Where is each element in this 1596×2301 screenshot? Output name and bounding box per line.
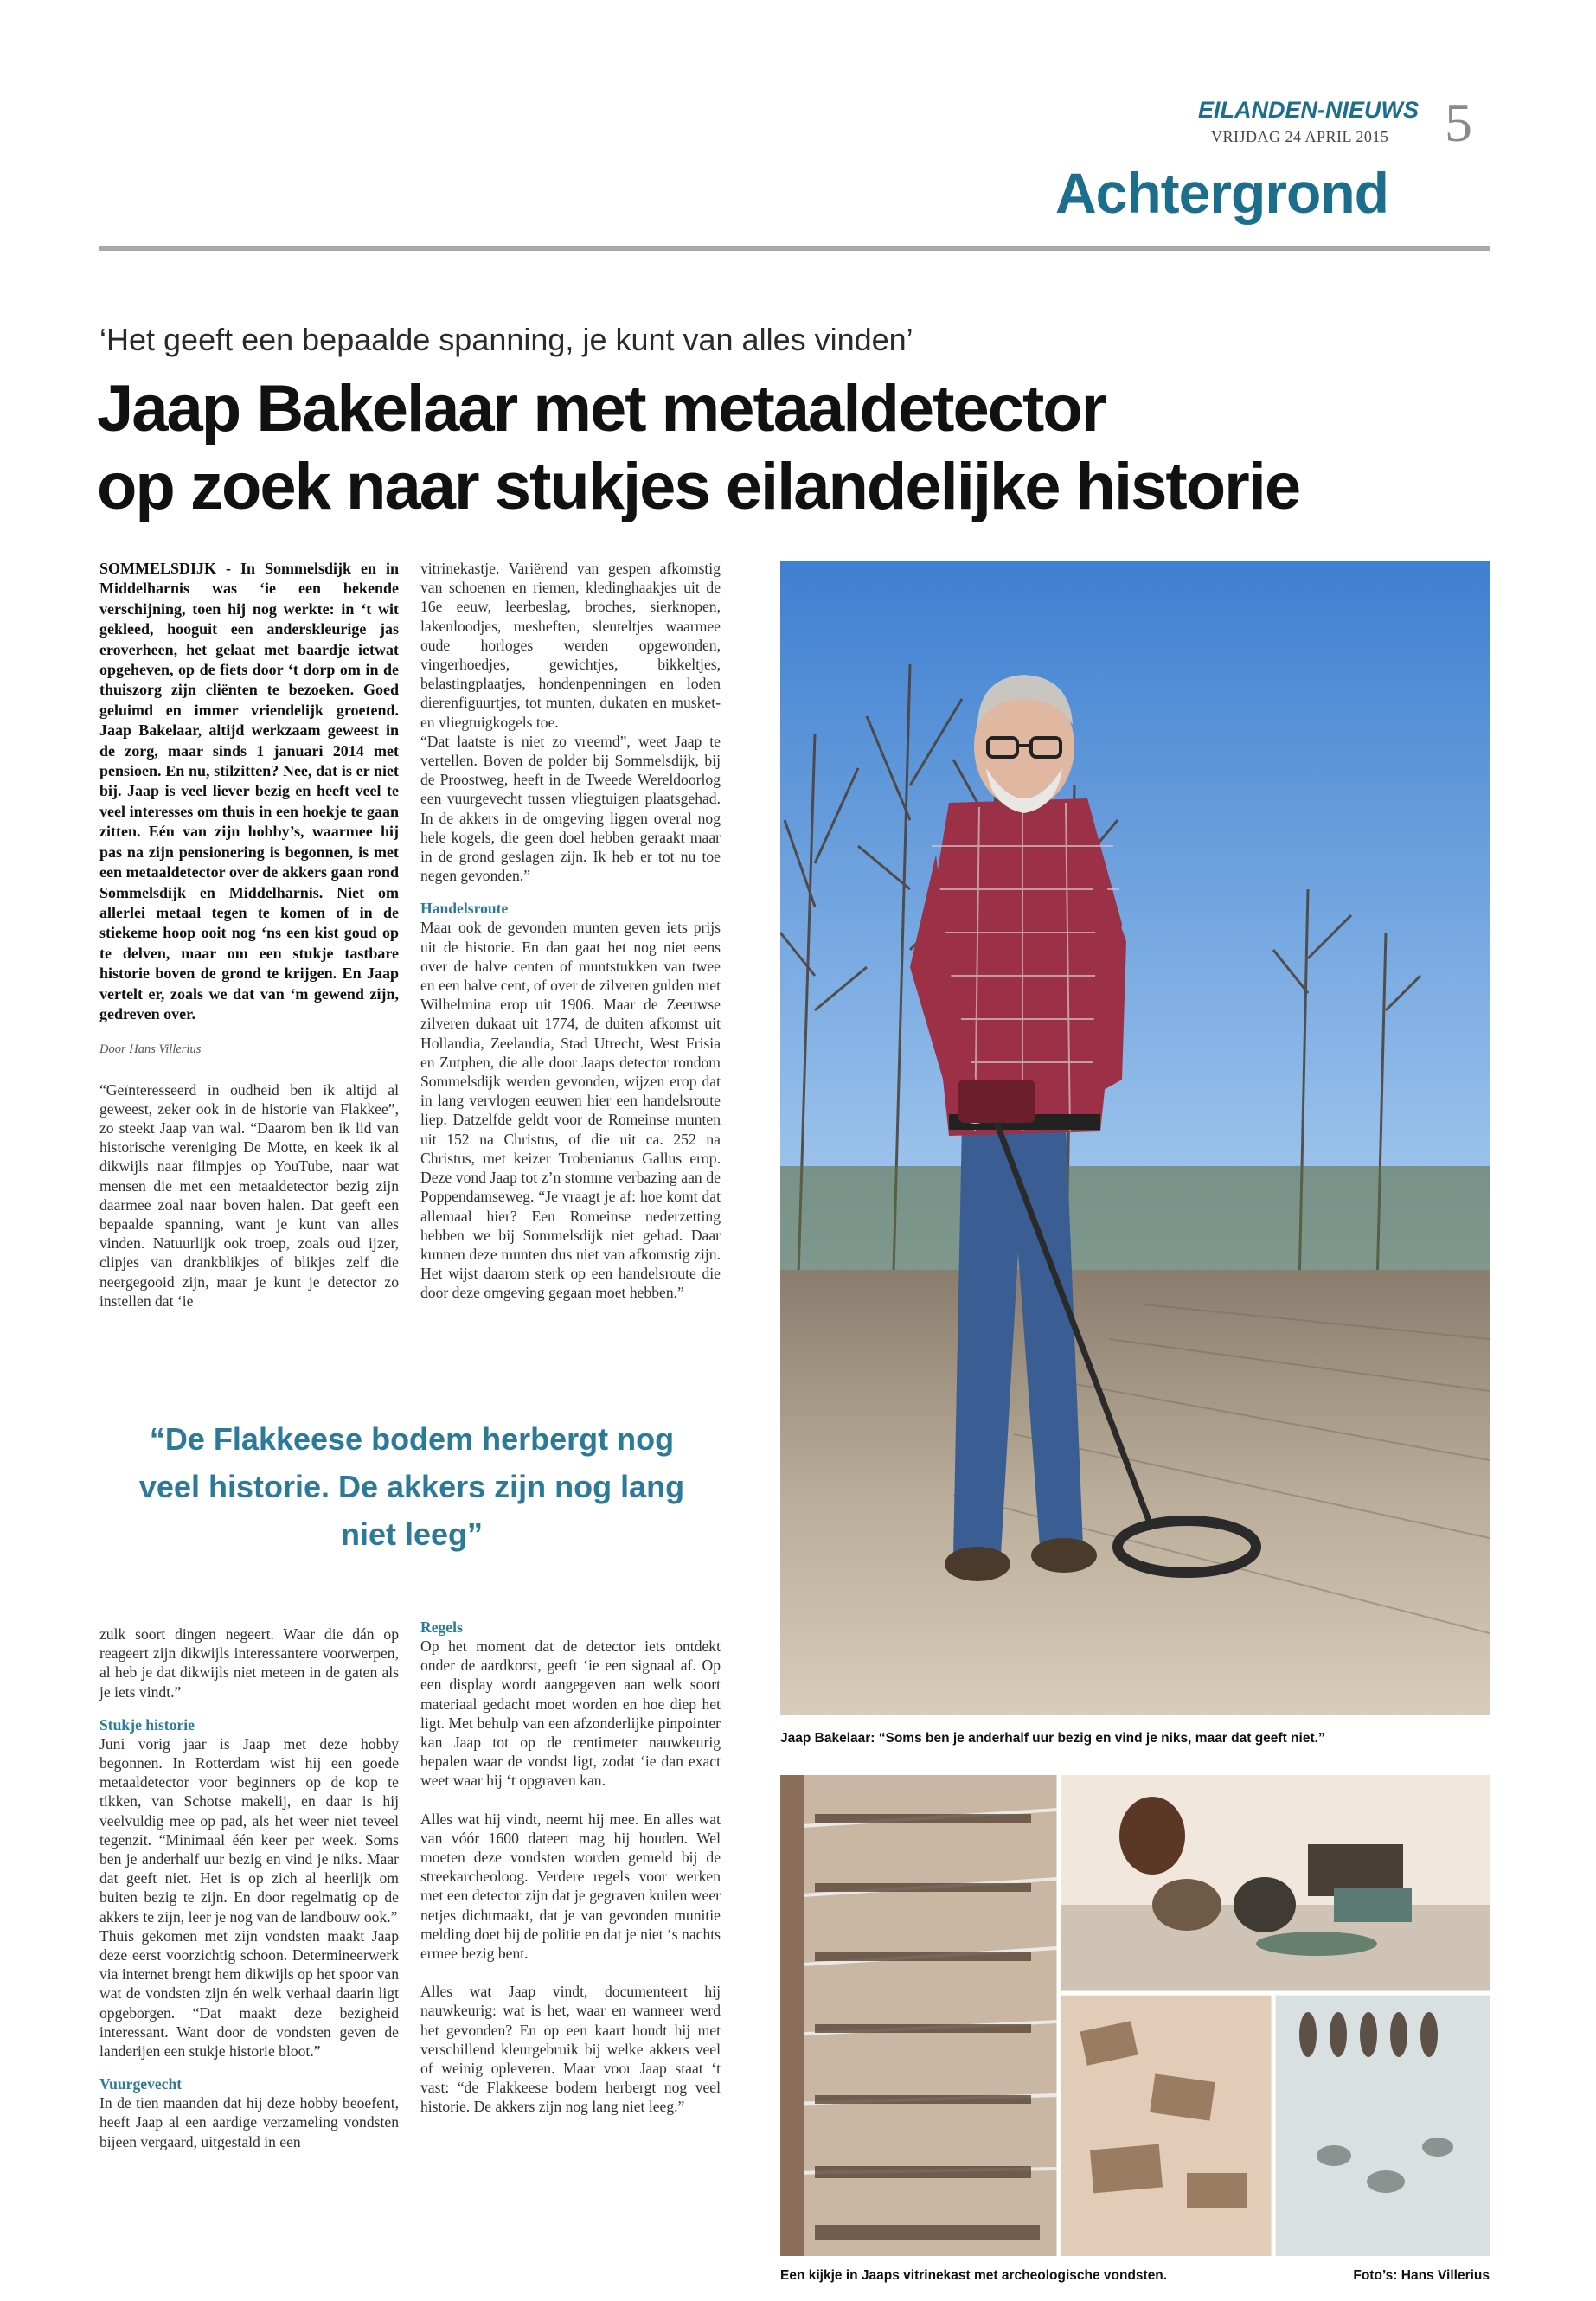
main-photo [780,561,1490,1715]
body-paragraph: Thuis gekomen met zijn vondsten maakt Jaap deze eerst voorzichtig schoon. Determineerwerk via internet brengt hem dikwijls op het spoor van wat de vondsten zijn én welk verhaal daarin ligt opgeborgen. “Dat maakt deze bezigheid interessant. Want door de vondsten geven de landerijen een stukje historie bloot.” [99,1926,399,2061]
article-headline [97,370,1377,526]
section-title: Achtergrond [1055,161,1388,225]
body-paragraph: Alles wat Jaap vindt, documenteert hij nauwkeurig: wat is het, waar en wanneer werd het gevonden? En op een kaart houdt hij met verschillend kleurgebruik bij welke akkers veel of weinig opleveren. Maar voor Jaap staat ‘t vast: “de Flakkeese bodem herbergt nog veel historie. De akkers zijn nog lang niet leeg.” [420,1983,721,2116]
body-paragraph: “Dat laatste is niet zo vreemd”, weet Jaap te vertellen. Boven de polder bij Sommelsdijk, bij de Proostweg, heeft in de Tweede Wereldoorlog een vuurgevecht tussen vliegtuigen plaatsgehad. In de akkers in de omgeving liggen overal nog hele kogels, die geen doel hebben geraakt maar in de grond geslagen zijn. Ik heb er tot nu toe negen gevonden.” [420,732,721,885]
photo-credit: Foto’s: Hans Villerius [1353,2268,1490,2283]
body-paragraph: In de tien maanden dat hij deze hobby beoefent, heeft Jaap al een aardige verzameling vondsten bijeen vergaard, uitgestald in een [99,2094,399,2150]
body-paragraph: Juni vorig jaar is Jaap met deze hobby begonnen. In Rotterdam wist hij een goede metaaldetector voor beginners op de kop te tikken, van Schotse makelij, en daar is hij veelvuldig mee op pad, als het weer niet teveel tegenzit. “Minimaal één keer per week. Soms ben je anderhalf uur bezig en vind je niks. Maar dat geeft niet. Het is op zich al heerlijk om buiten bezig te zijn. En door regelmatig op de akkers te zijn, leer je nog van de landbouw ook.” [99,1734,399,1926]
headline-line-2: op zoek naar stukjes eilandelijke historie [97,450,1300,523]
subhead-stukje-historie: Stukje historie [99,1715,195,1734]
article-intro: SOMMELSDIJK - In Sommelsdijk en in Middelharnis was ‘ie een bekende verschijning, toen hij nog werkte: in ‘t wit gekleed, hooguit een anderskleurige jas eroverheen, het gelaat met baardje ietwat opgeheven, op de fiets door ‘t dorp om in de thuiszorg zijn cliënten te bezoeken. Goed geluimd en immer vriendelijk groetend. Jaap Bakelaar, altijd werkzaam geweest in de zorg, maar sinds 1 januari 2014 met pensioen. En nu, stilzitten? Nee, dat is er niet bij. Jaap is veel liever bezig en heeft veel te veel interesses om thuis in een hoekje te gaan zitten. Eén van zijn hobby’s, waarmee hij pas na zijn pensionering is begonnen, is met een metaaldetector over de akkers gaan rond Sommelsdijk en Middelharnis. Niet om allerlei metaal tegen te komen of in de stiekeme hoop ooit nog ‘ns een kist goud op te delven, maar om een stukje tastbare historie boven de grond te krijgen. En Jaap vertelt er, zoals we dat van ‘m gewend zijn, gedreven over. [99,560,399,1022]
column-1-top [99,559,399,1311]
header-rule [99,246,1490,251]
column-1-bottom [99,1625,399,2151]
body-paragraph: “Geïnteresseerd in oudheid ben ik altijd al geweest, zeker ook in de historie van Flakkee”, zo steekt Jaap van wal. “Daarom ben ik lid van historische vereniging De Motte, en keek ik al dikwijls naar filmpjes op YouTube, naar wat mensen die met een metaaldetector bezig zijn daarmee zoal naar boven halen. Dat geeft een bepaalde spanning, want je kunt van alles vinden. Natuurlijk ook troep, zoals oud ijzer, clipjes van drankblikjes of blikjes zelf die neergegooid zijn, maar je kunt je detector zo instellen dat ‘ie [99,1080,399,1310]
column-2-bottom [420,1618,721,2117]
article-kicker: ‘Het geeft een bepaalde spanning, je kunt van alles vinden’ [99,322,913,357]
main-photo-caption: Jaap Bakelaar: “Soms ben je anderhalf uur bezig en vind je niks, maar dat geeft niet.” [780,1731,1325,1746]
newspaper-logo: EILANDEN-NIEUWS [1198,97,1419,123]
body-paragraph: vitrinekastje. Variërend van gespen afkomstig van schoenen en riemen, kledinghaakjes uit de 16e eeuw, leerbeslag, broches, sierknopen, lakenloodjes, mesheften, sleuteltjes waarmee oude horloges werden opgewonden, vingerhoedjes, gewichtjes, bikkeltjes, belastingplaatjes, hondenpenningen en loden dierenfiguurtjes, tot munten, dukaten en musket- en vliegtuigkogels toe. [420,560,721,731]
pull-quote: “De Flakkeese bodem herbergt nog veel historie. De akkers zijn nog lang niet leeg” [138,1421,685,1552]
body-paragraph: Op het moment dat de detector iets ontdekt onder de aardkorst, geeft ‘ie een signaal af. Op een display wordt aangegeven aan welk soort materiaal gedacht moet worden en hoe diep het ligt. Met behulp van een afzonderlijke pinpointer kan Jaap tot op de centimeter nauwkeurig bepalen waar de vondst ligt, zodat ‘ie dan exact weet waar hij ‘t opgraven kan. [420,1638,721,1790]
headline-line-1: Jaap Bakelaar met metaaldetector [97,372,1106,445]
collage-photo [780,1775,1490,2256]
issue-date: VRIJDAG 24 APRIL 2015 [1211,128,1389,145]
column-2-top [420,559,721,1303]
body-paragraph: zulk soort dingen negeert. Waar die dán op reageert zijn dikwijls interessantere voorwerpen, al heb je dat dikwijls niet meteen in de gaten als je iets vindt.” [99,1625,399,1701]
body-paragraph: Maar ook de gevonden munten geven iets prijs uit de historie. En dan gaat het nog niet eens over de halve centen of muntstukken van twee en een halve cent, of over de zilveren gulden met Wilhelmina erop uit 1906. Maar de Zeeuwse zilveren dukaat uit 1774, de duiten afkomst uit Hollandia, Zeelandia, Stad Utrecht, West Frisia en Zutphen, die alle door Jaaps detector rondom Sommelsdijk werden gevonden, wijzen erop dat in lang vervlogen eeuwen hier een handelsroute liep. Datzelfde geldt voor de Romeinse munten uit 152 na Christus, of die uit ca. 252 na Christus, met keizer Trobenianus Gallus erop. Deze vond Jaap tot z’n stomme verbazing aan de Poppendamseweg. “Je vraagt je af: hoe komt dat allemaal hier? Een Romeinse nederzetting hebben we bij Sommelsdijk niet gehad. Daar kunnen deze munten dus niet van afkomstig zijn. Het wijst daarom sterk op een handelsroute die door deze omgeving gegaan moet hebben.” [420,919,721,1302]
subhead-vuurgevecht: Vuurgevecht [99,2075,183,2093]
body-paragraph: Alles wat hij vindt, neemt hij mee. En alles wat van vóór 1600 dateert mag hij houden. Wel moeten deze vondsten worden gemeld bij de streekarcheoloog. Verdere regels voor werken met een detector zijn dat je gegraven kuilen weer netjes dichtmaakt, dat je van gevonden munitie melding doet bij de politie en dat je niet ‘s nachts ermee bezig bent. [420,1810,721,1963]
page-number: 5 [1445,92,1472,153]
collage-caption-row [780,2268,1490,2284]
subhead-handelsroute: Handelsroute [420,900,509,918]
article-byline: Door Hans Villerius [99,1042,202,1057]
collage-caption: Een kijkje in Jaaps vitrinekast met archeologische vondsten. [780,2268,1168,2283]
subhead-regels: Regels [420,1618,463,1636]
